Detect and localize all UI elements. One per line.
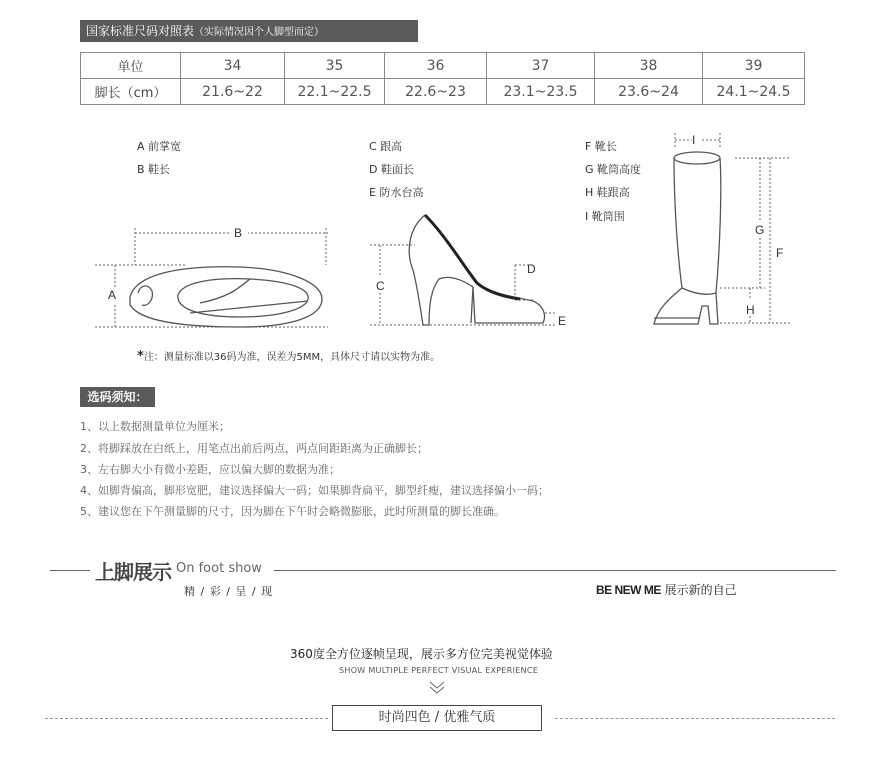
mark-i: I bbox=[692, 133, 696, 147]
showcase-english: SHOW MULTIPLE PERFECT VISUAL EXPERIENCE bbox=[339, 666, 539, 675]
size-chart-header bbox=[80, 20, 418, 42]
mark-g: G bbox=[755, 223, 765, 237]
legend-f: F 靴长 bbox=[585, 140, 617, 153]
length-cell: 24.1~24.5 bbox=[703, 79, 805, 105]
guide-item: 2、将脚踩放在白纸上，用笔点出前后两点，两点间距距离为正确脚长； bbox=[80, 442, 428, 455]
size-row bbox=[81, 53, 805, 79]
legend-d: D 鞋面长 bbox=[369, 163, 414, 176]
guide-item: 5、建议您在下午测量脚的尺寸，因为脚在下午时会略微膨胀，此时所测量的脚长准确。 bbox=[80, 505, 505, 518]
note-label: 注： bbox=[143, 352, 164, 363]
size-cell: 38 bbox=[595, 53, 703, 79]
length-cell: 23.1~23.5 bbox=[487, 79, 595, 105]
mark-b: B bbox=[234, 226, 243, 240]
high-heel-diagram bbox=[365, 205, 580, 335]
brand-name: BE NEW ME bbox=[596, 583, 661, 597]
mark-d: D bbox=[527, 262, 536, 276]
showcase-tag: 时尚四色 / 优雅气质 bbox=[332, 705, 542, 731]
legend-g: G 靴筒高度 bbox=[585, 163, 642, 176]
legend-e: E 防水台高 bbox=[369, 186, 424, 199]
guide-item: 3、左右脚大小有微小差距，应以偏大脚的数据为准； bbox=[80, 463, 340, 476]
size-table bbox=[80, 52, 805, 105]
legend-h: H 鞋跟高 bbox=[585, 186, 630, 199]
length-cell: 21.6~22 bbox=[181, 79, 285, 105]
foot-length-label: 脚长（cm） bbox=[81, 79, 181, 105]
length-row bbox=[81, 79, 805, 105]
legend-b: B 鞋长 bbox=[137, 163, 171, 176]
mark-c: C bbox=[376, 279, 385, 293]
guide-item: 1、以上数据测量单位为厘米； bbox=[80, 420, 230, 433]
unit-label: 单位 bbox=[81, 53, 181, 79]
size-chart-subtitle: （实际情况因个人脚型而定） bbox=[194, 27, 325, 38]
onfoot-subtitle: 精 / 彩 / 呈 / 现 bbox=[184, 585, 274, 598]
size-cell: 37 bbox=[487, 53, 595, 79]
star-icon: * bbox=[137, 349, 144, 364]
guide-title: 选码须知： bbox=[80, 387, 155, 407]
length-cell: 22.6~23 bbox=[385, 79, 487, 105]
legend-a: A 前掌宽 bbox=[137, 140, 182, 153]
size-cell: 34 bbox=[181, 53, 285, 79]
legend-c: C 跟高 bbox=[369, 140, 403, 153]
length-cell: 22.1~22.5 bbox=[285, 79, 385, 105]
divider-left bbox=[45, 718, 328, 719]
boot-diagram bbox=[640, 128, 800, 338]
size-chart-title: 国家标准尺码对照表 bbox=[86, 24, 195, 38]
flat-shoe-diagram bbox=[90, 225, 330, 335]
onfoot-title: 上脚展示 bbox=[95, 560, 171, 584]
mark-h: H bbox=[746, 303, 755, 317]
brand-slogan bbox=[596, 581, 737, 598]
divider-right bbox=[555, 718, 835, 719]
onfoot-left-rule bbox=[50, 570, 90, 571]
guide-item: 4、如脚背偏高，脚形宽肥，建议选择偏大一码；如果脚背扁平，脚型纤瘦，建议选择偏小一码； bbox=[80, 484, 549, 497]
measure-note bbox=[137, 348, 440, 364]
size-cell: 36 bbox=[385, 53, 487, 79]
length-cell: 23.6~24 bbox=[595, 79, 703, 105]
mark-e: E bbox=[558, 314, 567, 328]
note-text: 测量标准以36码为准，误差为5MM，具体尺寸请以实物为准。 bbox=[163, 352, 441, 363]
size-cell: 39 bbox=[703, 53, 805, 79]
legend-i: I 靴筒围 bbox=[585, 210, 625, 223]
mark-a: A bbox=[108, 288, 117, 302]
size-cell: 35 bbox=[285, 53, 385, 79]
chevron-down-icon bbox=[428, 680, 446, 696]
showcase-title: 360度全方位逐帧呈现，展示多方位完美视觉体验 bbox=[290, 647, 553, 661]
onfoot-english: On foot show bbox=[176, 561, 262, 576]
onfoot-right-rule bbox=[274, 570, 836, 571]
mark-f: F bbox=[776, 246, 784, 260]
brand-text: 展示新的自己 bbox=[664, 583, 737, 597]
